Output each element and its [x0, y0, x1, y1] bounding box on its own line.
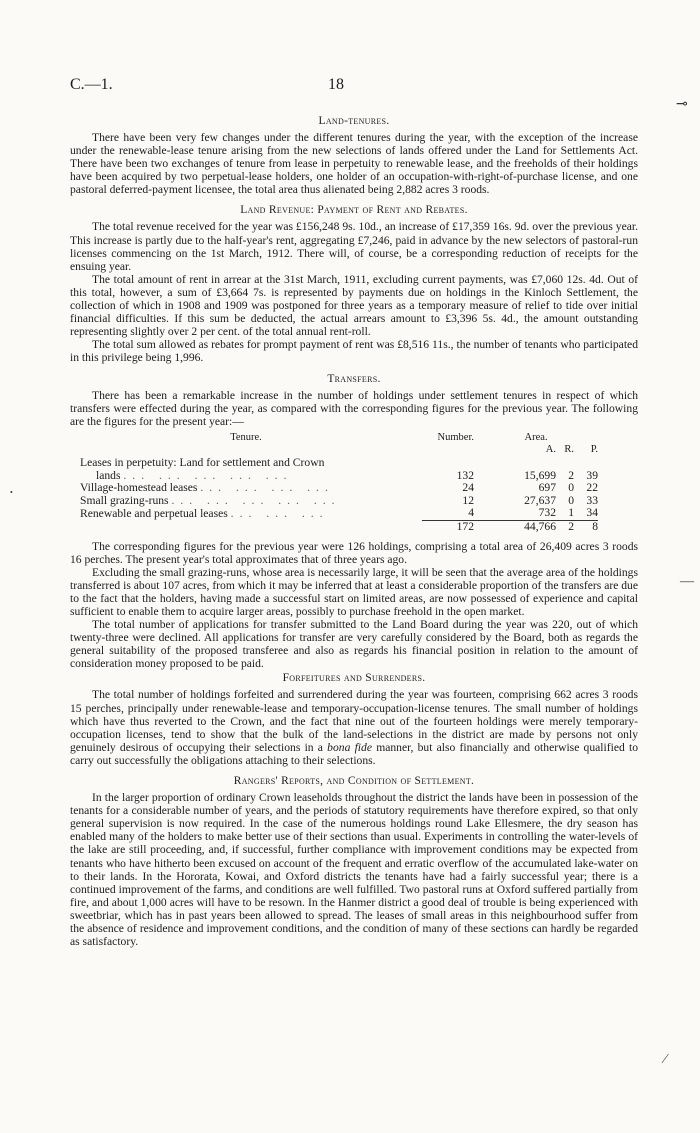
section-heading: Forfeitures and Surrenders. — [282, 672, 426, 685]
perches-cell: 33 — [586, 493, 598, 507]
section-heading: Rangers' Reports, and Condition of Settlement. — [233, 775, 475, 788]
total-number: 172 — [422, 520, 474, 533]
number-cell — [422, 457, 474, 470]
roods-cell: 0 — [568, 481, 574, 495]
tenure-cell: lands ... ... ... ... ... — [96, 468, 293, 482]
column-header-area: Area. — [524, 431, 548, 443]
total-perches: 8 — [574, 520, 598, 533]
leader-dots: ... ... ... ... ... — [123, 468, 293, 482]
total-acres: 44,766 — [474, 520, 556, 533]
paragraph: The total amount of rent in arrear at the 31st March, 1911, excluding current payments, was £7,060 12s. 4d. Out of this total, however, a sum of £3,664 7s. is represented by payments due on holdings in the Kinloch Settlement, the collection of which in 1908 and 1909 was postponed for three years as a temporary measure of relief to tide over initial financial difficulties. If this sum be deducted, the actual arrears amount to £3,396 5s. 4d., the amount outstanding representing slightly over 2 per cent. of the total annual rent-roll. — [70, 272, 638, 339]
paragraph: There has been a remarkable increase in the number of holdings under settlement tenures in respect of which transfers were effected during the year, as compared with the corresponding figures for the previous year. The following are the figures for the present year:— — [70, 388, 638, 428]
roods-cell: 2 — [568, 468, 574, 482]
italic-phrase: bona fide — [327, 740, 372, 754]
number-cell: 24 — [462, 481, 474, 495]
acres-cell: 15,699 — [524, 468, 556, 482]
section-transfers — [70, 373, 638, 671]
leader-dots: ... ... ... ... — [200, 481, 334, 495]
section-forfeitures — [70, 672, 638, 767]
tenure-cell: Village-homestead leases ... ... ... ... — [80, 481, 334, 495]
margin-mark-top: ⊸ — [676, 97, 688, 112]
roods-cell: 0 — [568, 493, 574, 507]
perches-cell: 22 — [586, 481, 598, 495]
number-cell: 4 — [468, 506, 474, 520]
tenure-cell: Leases in perpetuity: Land for settlement and Crown — [80, 455, 325, 469]
roods-cell — [556, 457, 574, 470]
section-heading: Land-tenures. — [318, 115, 390, 127]
section-land-revenue — [70, 204, 638, 364]
acres-cell: 732 — [538, 506, 556, 520]
acres-cell: 697 — [538, 481, 556, 495]
unit-roods: R. — [564, 444, 574, 456]
perches-cell: 34 — [586, 506, 598, 520]
unit-acres: A. — [545, 444, 556, 456]
transfers-table — [70, 432, 638, 534]
margin-mark-bottom: ⁄ — [664, 1052, 667, 1067]
number-cell: 12 — [462, 493, 474, 507]
table-totals-row — [70, 520, 638, 533]
section-heading: Transfers. — [327, 372, 381, 385]
paragraph: The corresponding figures for the previous year were 126 holdings, comprising a total area of 26,409 acres 3 roods 16 perches. The present year's total approximates that of three years ago. — [70, 539, 638, 566]
perches-cell — [574, 457, 598, 470]
column-header-tenure: Tenure. — [230, 431, 262, 443]
page-number: 18 — [328, 76, 344, 93]
paragraph: The total sum allowed as rebates for prompt payment of rent was £8,516 11s., the number of tenants who participated in this privilege being 1,996. — [70, 338, 638, 365]
paragraph: The total number of holdings forfeited and surrendered during the year was fourteen, comprising 662 acres 3 roods 15 perches, principally under renewable-lease and temporary-occupation-license tenures. The small number of holdings which have thus reverted to the Crown, and the fact that nine out of the fourteen holdings were merely temporary-occupation licenses, tend to show that the bulk of the land-selections in the district are made by persons not only genuinely desirous of occupying their selections in a bona fide manner, but also financially and otherwise qualified to carry out successfully the obligations attaching to their selections. — [70, 688, 638, 767]
paragraph: There have been very few changes under the different tenures during the year, with the exception of the increase under the renewable-lease tenure arising from the new selections of lands offered under the Land for Settlements Act. There have been two exchanges of tenure from lease in perpetuity to renewable lease, and the freeholds of their holdings have been acquired by two perpetual-lease holders, one holder of an occupation-with-right-of-purchase license, and one pastoral deferred-payment licensee, the total area thus alienated being 2,882 acres 3 roods. — [70, 131, 638, 197]
tenure-cell: Small grazing-runs ... ... ... ... ... — [80, 493, 341, 507]
leader-dots: ... ... ... — [230, 506, 329, 520]
margin-dot-left: • — [10, 488, 13, 497]
column-header-number: Number. — [437, 431, 474, 443]
acres-cell: 27,637 — [524, 493, 556, 507]
table-header-row — [70, 432, 638, 445]
perches-cell: 39 — [586, 468, 598, 482]
section-rangers-reports — [70, 775, 638, 948]
leader-dots: ... ... ... ... ... — [171, 493, 341, 507]
roods-cell: 1 — [568, 506, 574, 520]
number-cell: 132 — [456, 468, 474, 482]
paragraph: The total number of applications for transfer submitted to the Land Board during the year was 220, out of which twenty-three were declined. All applications for transfer are very carefully considered by the Board, both as regards the general suitability of the proposed transferee and also as regards his financial position in relation to the amount of consideration money proposed to be paid. — [70, 618, 638, 671]
acres-cell — [474, 457, 556, 470]
page-body — [70, 107, 638, 948]
section-land-tenures — [70, 115, 638, 196]
margin-mark-mid: — — [680, 574, 694, 589]
unit-perches: P. — [590, 444, 598, 456]
page-header-ref: C.—1. — [70, 76, 113, 93]
paragraph: Excluding the small grazing-runs, whose area is necessarily large, it will be seen that the average area of the holdings transferred is about 107 acres, from which it may be inferred that at least a considerable proportion of the transfers are due to the fact that the holders, having made a successful start on limited areas, are now possessed of experience and capital sufficient to enable them to acquire larger areas, possibly to purchase freehold in the open market. — [70, 565, 638, 618]
total-roods: 2 — [556, 520, 574, 533]
section-heading: Land Revenue: Payment of Rent and Rebates. — [240, 204, 468, 217]
tenure-cell: Renewable and perpetual leases ... ... ... — [80, 506, 329, 520]
paragraph: In the larger proportion of ordinary Crown leaseholds throughout the district the lands have been in possession of the tenants for a considerable number of years, and the periods of statutory requirements have therefore expired, so that only general supervision is now required. In the case of the numerous holdings round Lake Ellesmere, the dry season has enabled many of the holders to make better use of their sections than usual. Experiments in controlling the water-levels of the lake are still proceeding, and, if successful, further compliance with improvement conditions may be expected from tenants who have hitherto been excused on account of the frequent and erratic overflow of the accumulated lake-water on to their lands. In the Hororata, Kowai, and Oxford districts the tenants have had a fairly successful year; there is a continued improvement of the farms, and conditions are well fulfilled. Two pastoral runs at Oxford suffered partially from fire, and about 1,000 acres will have to be resown. In the Hanmer district a good deal of trouble is being experienced with sweetbriar, which has in past years been allowed to spread. The leases of small areas in this neighbourhood suffer from the absence of residence and improvement conditions, and the condition of many of these sections can hardly be regarded as satisfactory. — [70, 791, 638, 949]
table-row — [70, 507, 638, 520]
paragraph: The total revenue received for the year was £156,248 9s. 10d., an increase of £17,359 16s. 9d. over the previous year. This increase is partly due to the half-year's rent, aggregating £7,246, paid in advance by the new selectors of pastoral-run licenses commencing on the 1st March, 1912. There will, of course, be a corresponding reduction of receipts for the ensuing year. — [70, 220, 638, 273]
